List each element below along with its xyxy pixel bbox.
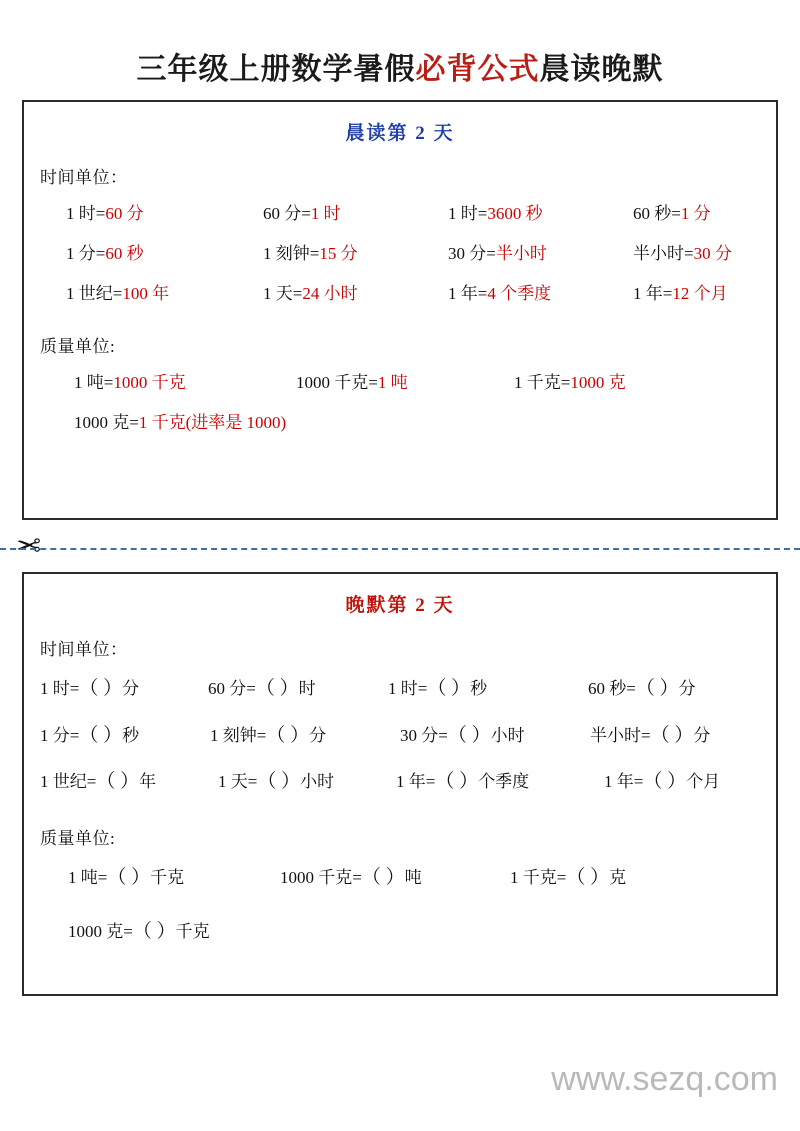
blank-formula-item [388,677,588,702]
morning-mass-units-label: 质量单位: [40,337,116,357]
evening-box-header: 晚默第 2 天 [345,595,455,616]
formula-lhs: 1 时= [66,204,106,223]
formula-answer: 1000 克 [570,373,626,393]
formula-item [263,203,448,225]
formula-unit: 小时 [490,725,525,745]
formula-lhs: 60 秒= [588,679,636,698]
formula-lhs: 1000 克= [74,413,139,433]
answer-blank[interactable]: （ ） [427,678,471,699]
formula-lhs: 1 时= [40,679,80,698]
page-title-part2: 晨读晚默 [539,53,664,86]
blank-formula-item [40,677,208,702]
formula-lhs: 60 分= [208,679,256,698]
cut-here-divider [0,532,800,566]
formula-answer: 60 秒 [105,244,144,264]
morning-time-row [40,194,776,234]
formula-lhs: 1 分= [66,244,106,264]
formula-item [40,203,263,225]
evening-time-units-label: 时间单位： [40,640,128,659]
morning-time-units-label: 时间单位： [40,168,128,187]
formula-lhs: 30 分= [400,725,448,745]
formula-lhs: 1 时= [388,679,428,698]
formula-lhs: 30 分= [448,244,496,264]
blank-formula-item [210,724,400,749]
formula-item [633,243,800,265]
blank-formula-item [40,724,210,749]
morning-mass-row [40,363,776,403]
formula-lhs: 1 千克= [510,868,567,888]
formula-answer: 4 个季度 [487,284,552,304]
evening-time-row [40,759,776,806]
formula-unit: 个季度 [478,772,530,792]
formula-lhs: 1 天= [263,284,303,304]
formula-unit: 千克 [150,868,185,888]
formula-answer: 1 千克(进率是 1000) [138,413,287,433]
formula-unit: 时 [298,679,316,698]
formula-lhs: 1000 千克= [296,373,378,393]
formula-lhs: 1 年= [633,284,673,304]
formula-item [40,283,263,305]
formula-lhs: 1 时= [448,204,488,223]
morning-box-header: 晨读第 2 天 [345,123,455,144]
formula-unit: 秒 [122,725,140,745]
formula-lhs: 1 年= [396,772,436,792]
formula-unit: 秒 [470,679,488,698]
answer-blank[interactable]: （ ） [132,920,176,942]
answer-blank[interactable]: （ ） [435,771,479,793]
formula-lhs: 1 刻钟= [210,725,267,745]
formula-answer: 30 分 [693,244,732,264]
answer-blank[interactable]: （ ） [257,771,301,793]
answer-blank[interactable]: （ ） [79,678,123,699]
formula-answer: 24 小时 [302,284,358,304]
formula-lhs: 1 吨= [74,373,114,393]
blank-formula-item [40,866,280,891]
evening-time-row [40,666,776,713]
formula-unit: 分 [309,725,327,745]
formula-unit: 年 [139,772,157,792]
formula-lhs: 1 年= [448,284,488,304]
formula-item [40,372,296,394]
formula-answer: 100 年 [122,284,170,304]
formula-answer: 60 分 [105,204,144,223]
page-title-accent: 必背公式 [415,53,540,86]
formula-answer: 半小时 [495,244,547,264]
dashed-cut-line [0,548,800,550]
formula-lhs: 1 刻钟= [263,244,320,264]
formula-item [448,283,633,305]
formula-item [448,203,633,225]
answer-blank[interactable]: （ ） [650,724,694,746]
blank-formula-item [396,770,604,795]
evening-mass-row [40,902,776,956]
formula-unit: 小时 [300,772,335,792]
formula-lhs: 1 世纪= [66,284,123,304]
blank-formula-item [40,770,218,795]
formula-item [263,243,448,265]
formula-unit: 分 [122,679,140,698]
formula-item [40,243,263,265]
formula-lhs: 半小时= [590,725,651,745]
formula-item [263,283,448,305]
formula-item [514,372,732,394]
formula-answer: 15 分 [319,244,358,264]
answer-blank[interactable]: （ ） [566,867,610,889]
answer-blank[interactable]: （ ） [361,867,405,889]
answer-blank[interactable]: （ ） [635,678,679,699]
blank-formula-item [588,677,768,702]
blank-formula-item [218,770,396,795]
answer-blank[interactable]: （ ） [107,867,151,889]
answer-blank[interactable]: （ ） [266,724,310,746]
formula-unit: 克 [609,868,627,888]
answer-blank[interactable]: （ ） [643,771,687,793]
formula-unit: 吨 [404,868,422,888]
formula-lhs: 1000 克= [68,921,133,941]
morning-reading-box [22,100,778,520]
answer-blank[interactable]: （ ） [96,771,140,793]
formula-answer: 1 时 [310,204,341,223]
morning-time-row [40,274,776,314]
morning-mass-row [40,403,776,443]
site-watermark: www.sezq.com [551,1060,778,1098]
formula-lhs: 1000 千克= [280,868,362,888]
formula-unit: 千克 [175,921,210,941]
formula-lhs: 1 千克= [514,373,571,393]
formula-lhs: 60 秒= [633,204,681,223]
evening-mass-row [40,855,776,902]
formula-lhs: 1 世纪= [40,772,97,792]
page-title-part1: 三年级上册数学暑假 [136,53,416,86]
formula-lhs: 1 年= [604,772,644,792]
formula-lhs: 1 天= [218,772,258,792]
answer-blank[interactable]: （ ） [447,724,491,746]
page-title [0,44,800,88]
formula-lhs: 60 分= [263,204,311,223]
formula-item [296,372,514,394]
formula-answer: 1000 千克 [113,373,186,393]
morning-time-row [40,234,776,274]
blank-formula-item [604,770,784,795]
formula-unit: 个月 [686,772,721,792]
formula-lhs: 1 吨= [68,868,108,888]
formula-unit: 分 [693,725,711,745]
formula-lhs: 半小时= [633,244,694,264]
blank-formula-item [400,724,590,749]
answer-blank[interactable]: （ ） [79,724,123,746]
formula-item [448,243,633,265]
blank-formula-item [590,724,770,749]
formula-unit: 分 [678,679,696,698]
formula-item [633,203,800,225]
formula-answer: 12 个月 [672,284,728,304]
evening-mass-units-label: 质量单位: [40,829,116,849]
evening-time-row [40,713,776,760]
answer-blank[interactable]: （ ） [255,678,299,699]
formula-item [633,283,800,305]
blank-formula-item [208,677,388,702]
blank-formula-item [510,866,710,891]
scissors-icon: ✂ [16,530,42,563]
formula-answer: 1 吨 [377,373,408,393]
blank-formula-item [280,866,510,891]
formula-answer: 3600 秒 [487,204,543,223]
blank-formula-item [68,920,210,945]
formula-lhs: 1 分= [40,725,80,745]
formula-item [74,412,286,434]
formula-answer: 1 分 [680,204,711,223]
evening-dictation-box [22,572,778,996]
